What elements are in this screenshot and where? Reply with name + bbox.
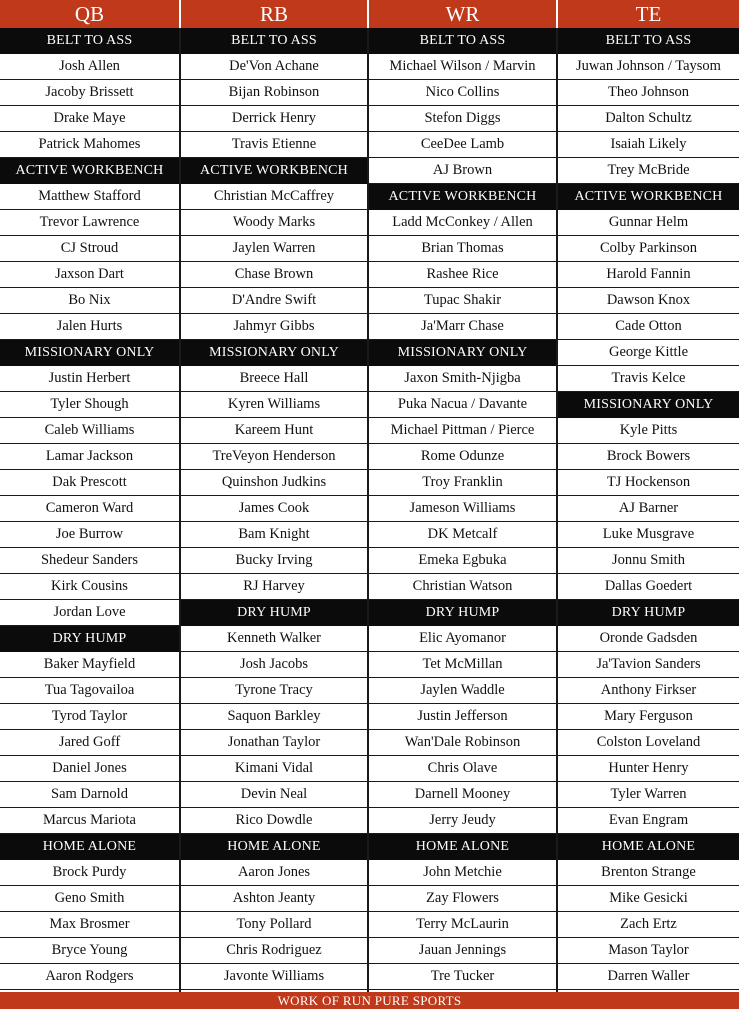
player-cell: Terry McLaurin bbox=[369, 912, 556, 938]
tier-label: HOME ALONE bbox=[181, 834, 367, 860]
player-cell: Michael Pittman / Pierce bbox=[369, 418, 556, 444]
player-cell: Cade Otton bbox=[558, 314, 739, 340]
player-cell: Jauan Jennings bbox=[369, 938, 556, 964]
column-wr bbox=[369, 0, 556, 990]
player-cell: Zach Ertz bbox=[558, 912, 739, 938]
player-cell: Rico Dowdle bbox=[181, 808, 367, 834]
player-cell: Joe Burrow bbox=[0, 522, 179, 548]
column-header-wr: WR bbox=[369, 0, 556, 28]
tier-label: ACTIVE WORKBENCH bbox=[0, 158, 179, 184]
player-cell: Kareem Hunt bbox=[181, 418, 367, 444]
player-cell: Kirk Cousins bbox=[0, 574, 179, 600]
column-header-rb: RB bbox=[181, 0, 367, 28]
tier-label: HOME ALONE bbox=[558, 834, 739, 860]
player-cell: Emeka Egbuka bbox=[369, 548, 556, 574]
player-cell: AJ Barner bbox=[558, 496, 739, 522]
player-cell: Breece Hall bbox=[181, 366, 367, 392]
player-cell: Tet McMillan bbox=[369, 652, 556, 678]
player-cell: Chris Rodriguez bbox=[181, 938, 367, 964]
player-cell: Mary Ferguson bbox=[558, 704, 739, 730]
player-cell: D'Andre Swift bbox=[181, 288, 367, 314]
column-divider bbox=[367, 0, 369, 992]
player-cell: Daniel Jones bbox=[0, 756, 179, 782]
header-gap bbox=[367, 0, 369, 28]
player-cell: TreVeyon Henderson bbox=[181, 444, 367, 470]
player-cell: Ja'Tavion Sanders bbox=[558, 652, 739, 678]
player-cell: Brenton Strange bbox=[558, 860, 739, 886]
qb-rows bbox=[0, 28, 179, 990]
player-cell: CJ Stroud bbox=[0, 236, 179, 262]
player-cell: Dallas Goedert bbox=[558, 574, 739, 600]
player-cell: Jahmyr Gibbs bbox=[181, 314, 367, 340]
tier-label: DRY HUMP bbox=[181, 600, 367, 626]
player-cell: Evan Engram bbox=[558, 808, 739, 834]
player-cell: TJ Hockenson bbox=[558, 470, 739, 496]
footer-credit: WORK OF RUN PURE SPORTS bbox=[0, 992, 739, 1009]
player-cell: Tupac Shakir bbox=[369, 288, 556, 314]
tier-label: MISSIONARY ONLY bbox=[558, 392, 739, 418]
header-gap bbox=[556, 0, 558, 28]
player-cell: Matthew Stafford bbox=[0, 184, 179, 210]
player-cell: Brock Purdy bbox=[0, 860, 179, 886]
player-cell: Jared Goff bbox=[0, 730, 179, 756]
player-cell: Mason Taylor bbox=[558, 938, 739, 964]
column-header-te: TE bbox=[558, 0, 739, 28]
player-cell: Ja'Marr Chase bbox=[369, 314, 556, 340]
header-gap bbox=[179, 0, 181, 28]
player-cell: Josh Allen bbox=[0, 54, 179, 80]
player-cell: Colby Parkinson bbox=[558, 236, 739, 262]
column-divider bbox=[179, 0, 181, 992]
player-cell: Gunnar Helm bbox=[558, 210, 739, 236]
player-cell: Aaron Jones bbox=[181, 860, 367, 886]
player-cell: Luke Musgrave bbox=[558, 522, 739, 548]
player-cell: Michael Wilson / Marvin bbox=[369, 54, 556, 80]
player-cell: RJ Harvey bbox=[181, 574, 367, 600]
player-cell: Baker Mayfield bbox=[0, 652, 179, 678]
player-cell: Mike Gesicki bbox=[558, 886, 739, 912]
player-cell: Derrick Henry bbox=[181, 106, 367, 132]
tier-label: MISSIONARY ONLY bbox=[369, 340, 556, 366]
player-cell: Saquon Barkley bbox=[181, 704, 367, 730]
player-cell: Isaiah Likely bbox=[558, 132, 739, 158]
tier-label: HOME ALONE bbox=[369, 834, 556, 860]
player-cell: Jacoby Brissett bbox=[0, 80, 179, 106]
player-cell: Bucky Irving bbox=[181, 548, 367, 574]
player-cell: Drake Maye bbox=[0, 106, 179, 132]
player-cell: Ashton Jeanty bbox=[181, 886, 367, 912]
player-cell: Cameron Ward bbox=[0, 496, 179, 522]
player-cell: Jaxon Smith-Njigba bbox=[369, 366, 556, 392]
player-cell: Trevor Lawrence bbox=[0, 210, 179, 236]
player-cell: Devin Neal bbox=[181, 782, 367, 808]
player-cell: Patrick Mahomes bbox=[0, 132, 179, 158]
player-cell: Travis Kelce bbox=[558, 366, 739, 392]
wr-rows bbox=[369, 28, 556, 990]
player-cell: Bam Knight bbox=[181, 522, 367, 548]
player-cell: De'Von Achane bbox=[181, 54, 367, 80]
te-rows bbox=[558, 28, 739, 990]
player-cell: Chris Olave bbox=[369, 756, 556, 782]
player-cell: Nico Collins bbox=[369, 80, 556, 106]
player-cell: Kimani Vidal bbox=[181, 756, 367, 782]
player-cell: Christian Watson bbox=[369, 574, 556, 600]
player-cell: Marcus Mariota bbox=[0, 808, 179, 834]
rb-rows bbox=[181, 28, 367, 990]
player-cell: Jordan Love bbox=[0, 600, 179, 626]
player-cell: Wan'Dale Robinson bbox=[369, 730, 556, 756]
player-cell: Hunter Henry bbox=[558, 756, 739, 782]
player-cell: Tre Tucker bbox=[369, 964, 556, 990]
player-cell: Troy Franklin bbox=[369, 470, 556, 496]
player-cell: Justin Jefferson bbox=[369, 704, 556, 730]
tier-label: ACTIVE WORKBENCH bbox=[181, 158, 367, 184]
player-cell: Sam Darnold bbox=[0, 782, 179, 808]
player-cell: Puka Nacua / Davante bbox=[369, 392, 556, 418]
player-cell: Elic Ayomanor bbox=[369, 626, 556, 652]
column-te bbox=[558, 0, 739, 990]
player-cell: Theo Johnson bbox=[558, 80, 739, 106]
player-cell: Jonnu Smith bbox=[558, 548, 739, 574]
player-cell: Max Brosmer bbox=[0, 912, 179, 938]
player-cell: Zay Flowers bbox=[369, 886, 556, 912]
player-cell: Aaron Rodgers bbox=[0, 964, 179, 990]
player-cell: Christian McCaffrey bbox=[181, 184, 367, 210]
column-header-qb: QB bbox=[0, 0, 179, 28]
player-cell: Justin Herbert bbox=[0, 366, 179, 392]
player-cell: Ladd McConkey / Allen bbox=[369, 210, 556, 236]
player-cell: Kenneth Walker bbox=[181, 626, 367, 652]
tier-label: BELT TO ASS bbox=[181, 28, 367, 54]
player-cell: Trey McBride bbox=[558, 158, 739, 184]
player-cell: AJ Brown bbox=[369, 158, 556, 184]
tier-label: MISSIONARY ONLY bbox=[0, 340, 179, 366]
player-cell: Bryce Young bbox=[0, 938, 179, 964]
player-cell: Caleb Williams bbox=[0, 418, 179, 444]
player-cell: Darren Waller bbox=[558, 964, 739, 990]
player-cell: Shedeur Sanders bbox=[0, 548, 179, 574]
player-cell: Anthony Firkser bbox=[558, 678, 739, 704]
tier-label: DRY HUMP bbox=[558, 600, 739, 626]
player-cell: Dak Prescott bbox=[0, 470, 179, 496]
tier-label: ACTIVE WORKBENCH bbox=[369, 184, 556, 210]
player-cell: Travis Etienne bbox=[181, 132, 367, 158]
tier-label: BELT TO ASS bbox=[0, 28, 179, 54]
player-cell: James Cook bbox=[181, 496, 367, 522]
tier-label: DRY HUMP bbox=[0, 626, 179, 652]
player-cell: Colston Loveland bbox=[558, 730, 739, 756]
player-cell: Jaylen Warren bbox=[181, 236, 367, 262]
player-cell: Geno Smith bbox=[0, 886, 179, 912]
player-cell: Tyrod Taylor bbox=[0, 704, 179, 730]
player-cell: Kyren Williams bbox=[181, 392, 367, 418]
player-cell: Woody Marks bbox=[181, 210, 367, 236]
player-cell: Oronde Gadsden bbox=[558, 626, 739, 652]
player-cell: Jameson Williams bbox=[369, 496, 556, 522]
player-cell: George Kittle bbox=[558, 340, 739, 366]
player-cell: Brock Bowers bbox=[558, 444, 739, 470]
player-cell: Dalton Schultz bbox=[558, 106, 739, 132]
player-cell: Jerry Jeudy bbox=[369, 808, 556, 834]
player-cell: Stefon Diggs bbox=[369, 106, 556, 132]
player-cell: Javonte Williams bbox=[181, 964, 367, 990]
player-cell: Harold Fannin bbox=[558, 262, 739, 288]
player-cell: Bo Nix bbox=[0, 288, 179, 314]
player-cell: Lamar Jackson bbox=[0, 444, 179, 470]
player-cell: Bijan Robinson bbox=[181, 80, 367, 106]
player-cell: Tyler Shough bbox=[0, 392, 179, 418]
player-cell: Kyle Pitts bbox=[558, 418, 739, 444]
player-cell: Tyrone Tracy bbox=[181, 678, 367, 704]
player-cell: Tua Tagovailoa bbox=[0, 678, 179, 704]
player-cell: Darnell Mooney bbox=[369, 782, 556, 808]
player-cell: Quinshon Judkins bbox=[181, 470, 367, 496]
player-cell: Rashee Rice bbox=[369, 262, 556, 288]
tier-label: DRY HUMP bbox=[369, 600, 556, 626]
column-divider bbox=[556, 0, 558, 992]
player-cell: Jaylen Waddle bbox=[369, 678, 556, 704]
player-cell: Juwan Johnson / Taysom bbox=[558, 54, 739, 80]
player-cell: Josh Jacobs bbox=[181, 652, 367, 678]
player-cell: Brian Thomas bbox=[369, 236, 556, 262]
tier-label: ACTIVE WORKBENCH bbox=[558, 184, 739, 210]
tier-label: BELT TO ASS bbox=[369, 28, 556, 54]
player-cell: CeeDee Lamb bbox=[369, 132, 556, 158]
tier-label: MISSIONARY ONLY bbox=[181, 340, 367, 366]
player-cell: Tyler Warren bbox=[558, 782, 739, 808]
player-cell: Jalen Hurts bbox=[0, 314, 179, 340]
player-cell: Tony Pollard bbox=[181, 912, 367, 938]
player-cell: Dawson Knox bbox=[558, 288, 739, 314]
tier-label: HOME ALONE bbox=[0, 834, 179, 860]
column-rb bbox=[181, 0, 367, 990]
player-cell: Jaxson Dart bbox=[0, 262, 179, 288]
player-cell: Chase Brown bbox=[181, 262, 367, 288]
tier-label: BELT TO ASS bbox=[558, 28, 739, 54]
player-cell: Jonathan Taylor bbox=[181, 730, 367, 756]
player-cell: Rome Odunze bbox=[369, 444, 556, 470]
player-cell: John Metchie bbox=[369, 860, 556, 886]
column-qb bbox=[0, 0, 179, 990]
player-cell: DK Metcalf bbox=[369, 522, 556, 548]
